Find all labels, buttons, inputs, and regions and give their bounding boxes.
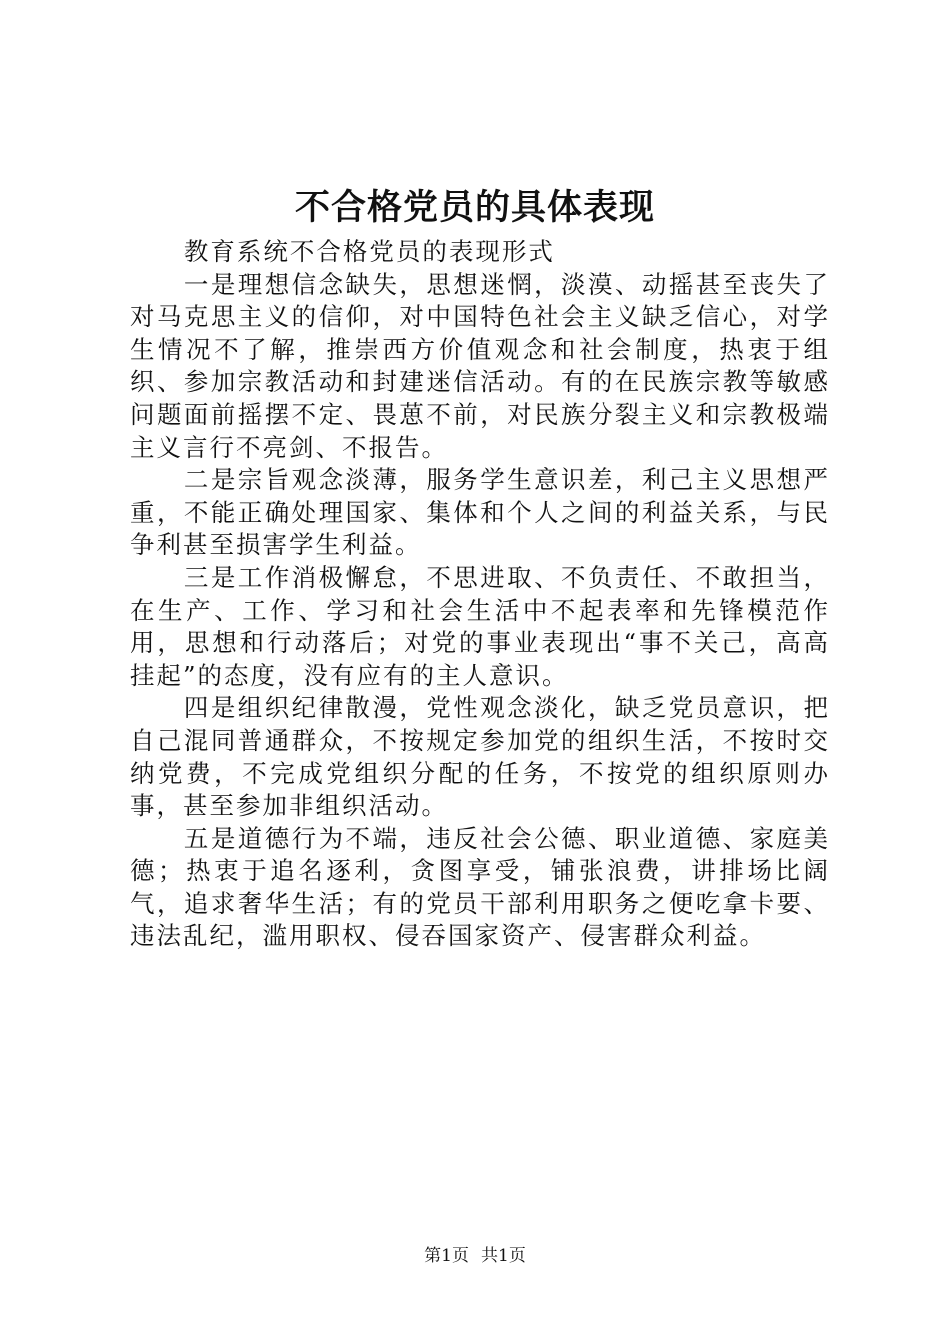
document-title: 不合格党员的具体表现 bbox=[294, 187, 655, 228]
paragraph-2: 二是宗旨观念淡薄，服务学生意识差，利己主义思想严重，不能正确处理国家、集体和个人之间的利益关系，与民争利甚至损害学生利益。 bbox=[130, 465, 830, 560]
paragraph-1: 一是理想信念缺失，思想迷惘，淡漠、动摇甚至丧失了对马克思主义的信仰，对中国特色社会主义缺乏信心，对学生情况不了解，推崇西方价值观念和社会制度，热衷于组织、参加宗教活动和封建迷信活动。有的在民族宗教等敏感问题面前摇摆不定、畏葸不前，对民族分裂主义和宗教极端主义言行不亮剑、不报告。 bbox=[130, 269, 830, 462]
page-total: 共1页 bbox=[481, 1246, 526, 1266]
document-body bbox=[130, 236, 830, 953]
paragraph-4: 四是组织纪律散漫，党性观念淡化，缺乏党员意识，把自己混同普通群众，不按规定参加党的组织生活，不按时交纳党费，不完成党组织分配的任务，不按党的组织原则办事，甚至参加非组织活动。 bbox=[130, 693, 830, 821]
paragraph-3: 三是工作消极懈怠，不思进取、不负责任、不敢担当，在生产、工作、学习和社会生活中不起表率和先锋模范作用，思想和行动落后；对党的事业表现出“事不关己，高高挂起”的态度，没有应有的主人意识。 bbox=[130, 562, 830, 690]
paragraph-5: 五是道德行为不端，违反社会公德、职业道德、家庭美德；热衷于追名逐利，贪图享受，铺张浪费，讲排场比阔气，追求奢华生活；有的党员干部利用职务之便吃拿卡要、违法乱纪，滥用职权、侵吞国家资产、侵害群众利益。 bbox=[130, 823, 830, 951]
document-subtitle: 教育系统不合格党员的表现形式 bbox=[183, 237, 555, 266]
page-number: 第1页 bbox=[424, 1246, 469, 1266]
page-footer bbox=[0, 1244, 950, 1268]
